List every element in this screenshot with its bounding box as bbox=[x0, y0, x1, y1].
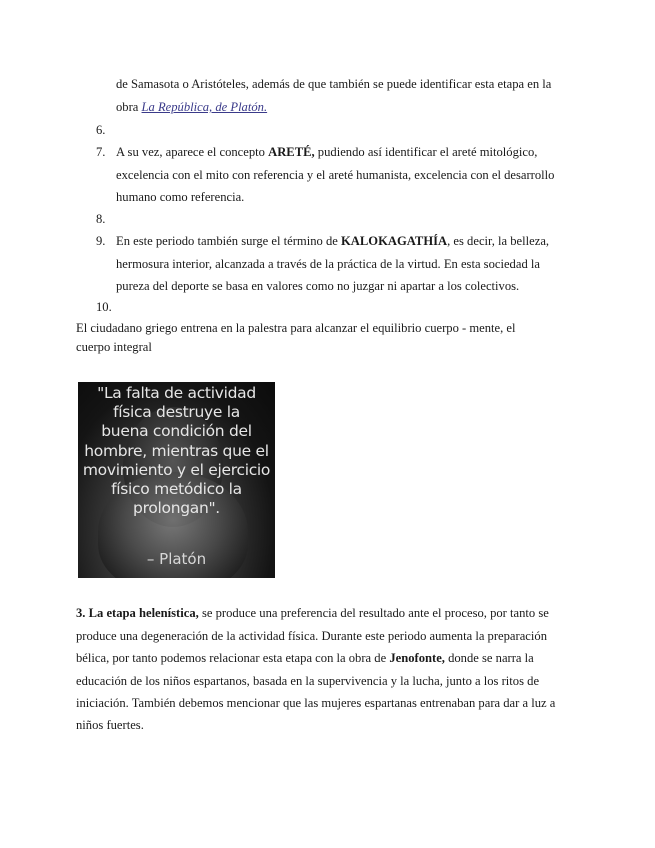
list-item-5-line-2 bbox=[116, 99, 267, 115]
list-number-10: 10. bbox=[96, 300, 112, 314]
list-item-5-line-1: de Samasota o Aristóteles, además de que también se puede identificar esta etapa en la bbox=[116, 77, 552, 91]
list-item-7-line-2: excelencia con el mito con referencia y el areté humanista, excelencia con el desarrollo bbox=[116, 168, 555, 182]
quote-line: "La falta de actividad bbox=[97, 384, 256, 402]
list-item-9-line-2: hermosura interior, alcanzada a través de la práctica de la virtud. En esta sociedad la bbox=[116, 257, 540, 271]
quote-line: física destruye la bbox=[113, 403, 240, 422]
list-item-5-prefix: obra bbox=[116, 100, 142, 114]
section-3-text: se produce una preferencia del resultado ante el proceso, por tanto se bbox=[198, 606, 549, 620]
plato-quote-image bbox=[78, 382, 275, 578]
republica-link[interactable]: La República, de Platón. bbox=[141, 100, 268, 114]
list-item-9-text-b: , es decir, la belleza, bbox=[447, 234, 550, 248]
list-item-9-text-a: En este periodo también surge el término de bbox=[116, 234, 341, 248]
list-item-7-line-3: humano como referencia. bbox=[116, 190, 245, 204]
quote-line: movimiento y el ejercicio bbox=[82, 460, 271, 479]
section-3-line-5: iniciación. También debemos mencionar que las mujeres espartanas entrenaban para dar a luz a bbox=[76, 696, 556, 710]
paragraph-line-2: cuerpo integral bbox=[76, 340, 152, 354]
paragraph-line-1: El ciudadano griego entrena en la palestra para alcanzar el equilibrio cuerpo - mente, el bbox=[76, 321, 516, 335]
quote-line: buena condición del bbox=[101, 422, 252, 441]
quote-author: – Platón bbox=[146, 550, 207, 568]
section-3-line-4: educación de los niños espartanos, basada en la supervivencia y la lucha, junto a los ritos de bbox=[76, 674, 540, 688]
list-item-7-text-b: pudiendo así identificar el areté mitológico, bbox=[314, 145, 538, 159]
section-3-line-1 bbox=[76, 605, 549, 621]
list-number-8: 8. bbox=[96, 212, 106, 226]
list-number-7: 7. bbox=[96, 145, 106, 159]
arete-term: ARETÉ, bbox=[268, 145, 315, 159]
list-number-6: 6. bbox=[96, 123, 106, 137]
kalokagathia-term: KALOKAGATHÍA bbox=[341, 234, 448, 248]
quote-line: hombre, mientras que el bbox=[84, 441, 269, 460]
quote-line: físico metódico la bbox=[111, 480, 242, 499]
list-item-9-line-1 bbox=[116, 233, 549, 249]
section-3-text-a: bélica, por tanto podemos relacionar esta etapa con la obra de bbox=[76, 651, 390, 665]
quote-text bbox=[78, 384, 275, 518]
list-item-9-line-3: pureza del deporte se basa en valores como no juzgar ni apartar a los colectivos. bbox=[116, 279, 520, 293]
list-number-9: 9. bbox=[96, 234, 106, 248]
section-3-text-b: donde se narra la bbox=[444, 651, 534, 665]
list-item-7-text-a: A su vez, aparece el concepto bbox=[116, 145, 269, 159]
section-3-line-3 bbox=[76, 650, 534, 666]
section-3-line-6: niños fuertes. bbox=[76, 718, 144, 732]
section-3-line-2: produce una degeneración de la actividad física. Durante este periodo aumenta la preparación bbox=[76, 629, 547, 643]
section-3-heading: 3. La etapa helenística, bbox=[76, 606, 199, 620]
jenofonte-term: Jenofonte, bbox=[389, 651, 445, 665]
quote-line: prolongan". bbox=[133, 499, 220, 518]
list-item-7-line-1 bbox=[116, 144, 537, 160]
